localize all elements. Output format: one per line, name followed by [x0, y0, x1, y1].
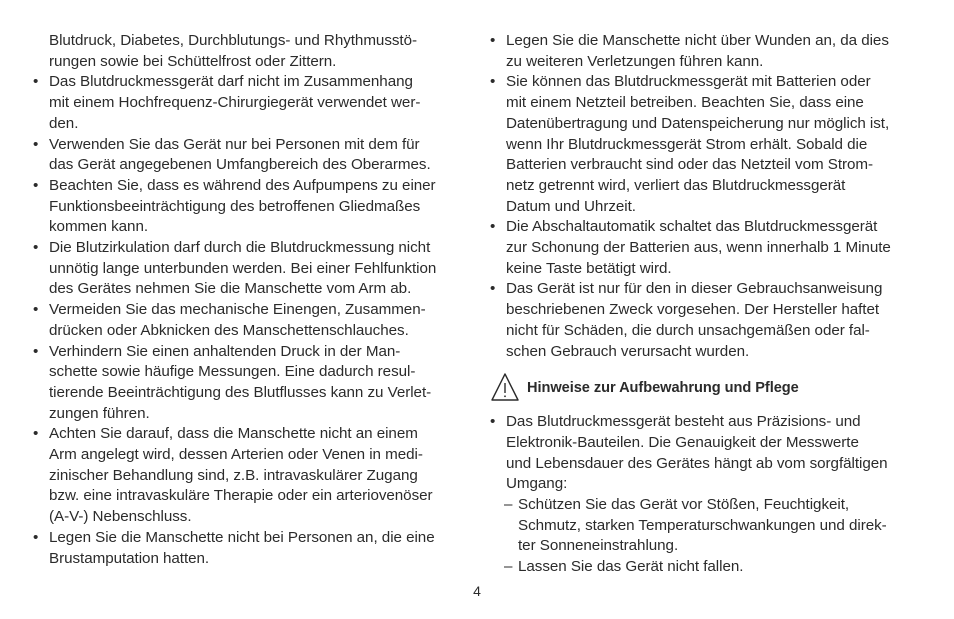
text-line: Verwenden Sie das Gerät nur bei Personen mit dem für [49, 135, 420, 153]
text-line: Schützen Sie das Gerät vor Stößen, Feuchtigkeit, [518, 496, 850, 514]
text-line: Funktionsbeeinträchtigung des betroffenen Gliedmaßes [49, 197, 421, 215]
text-line: Brustamputation hatten. [49, 549, 210, 567]
text-line: Legen Sie die Manschette nicht bei Personen an, die eine [49, 528, 435, 546]
bullet-list-item [33, 342, 463, 425]
dash-list-item [490, 557, 920, 578]
bullet-list-item [490, 72, 920, 217]
bullet-marker: • [490, 73, 496, 91]
text-line: Legen Sie die Manschette nicht über Wunden an, da dies [506, 32, 889, 49]
bullet-marker: • [490, 413, 496, 431]
continued-paragraph [33, 31, 463, 72]
text-line: schen Gebrauch verursacht wurden. [506, 342, 750, 360]
bullet-marker: • [33, 528, 39, 546]
bullet-marker: • [33, 342, 39, 360]
text-line: kommen kann. [49, 218, 149, 236]
bullet-list-item [490, 31, 920, 72]
text-line: Blutdruck, Diabetes, Durchblutungs- und Rhythmusstö- [49, 32, 417, 49]
text-line: zungen führen. [49, 404, 150, 422]
bullet-list-item [33, 424, 463, 528]
text-line: und Lebensdauer des Gerätes hängt ab vom sorgfältigen [506, 454, 888, 472]
text-line: zu weiteren Verletzungen führen kann. [506, 52, 764, 70]
text-line: zinischer Behandlung sind, z.B. intravaskulärer Zugang [49, 466, 418, 484]
bullet-list-item [33, 528, 463, 569]
text-line: mit einem Netzteil betreiben. Beachten Sie, dass eine [506, 94, 864, 112]
text-line: nicht für Schäden, die durch unsachgemäßen oder fal- [506, 321, 870, 339]
bullet-marker: • [33, 73, 39, 91]
bullet-marker: • [33, 176, 39, 194]
bullet-marker: • [33, 301, 39, 319]
bullet-marker: • [33, 425, 39, 443]
text-line: Umgang: [506, 475, 568, 493]
text-line: das Gerät angegebenen Umfangbereich des Oberarmes. [49, 156, 431, 174]
text-line: ter Sonneneinstrahlung. [518, 537, 679, 555]
bullet-list-item [33, 135, 463, 176]
text-line: Schmutz, starken Temperaturschwankungen und direk- [518, 516, 887, 534]
text-line: Verhindern Sie einen anhaltenden Druck in der Man- [49, 342, 401, 360]
text-line: zur Schonung der Batterien aus, wenn innerhalb 1 Minute [506, 239, 891, 257]
text-line: netz getrennt wird, verliert das Blutdruckmessgerät [506, 176, 846, 194]
bullet-list-item [33, 72, 463, 134]
dash-marker: – [504, 558, 513, 576]
warning-triangle-icon [490, 372, 520, 402]
text-line: Das Blutdruckmessgerät darf nicht im Zusammenhang [49, 73, 413, 91]
bullet-list-item [33, 300, 463, 341]
text-line: Sie können das Blutdruckmessgerät mit Batterien oder [506, 73, 871, 91]
text-line: Lassen Sie das Gerät nicht fallen. [518, 558, 744, 576]
text-line: rungen sowie bei Schüttelfrost oder Zittern. [49, 52, 337, 70]
text-line: Achten Sie darauf, dass die Manschette nicht an einem [49, 425, 418, 443]
bullet-list-item [33, 238, 463, 300]
text-line: Datum und Uhrzeit. [506, 197, 636, 215]
section-heading [490, 372, 920, 406]
dash-marker: – [504, 496, 513, 514]
text-line: (A-V-) Nebenschluss. [49, 508, 192, 526]
right-column [490, 31, 920, 578]
bullet-marker: • [490, 32, 496, 49]
section-heading-text: Hinweise zur Aufbewahrung und Pflege [527, 380, 799, 397]
text-line: den. [49, 114, 79, 132]
text-line: Beachten Sie, dass es während des Aufpumpens zu einer [49, 176, 436, 194]
text-line: des Gerätes nehmen Sie die Manschette vom Arm ab. [49, 280, 412, 298]
bullet-list-item [490, 217, 920, 279]
text-line: drücken oder Abknicken des Manschettenschlauches. [49, 321, 409, 339]
dash-list-item [490, 495, 920, 557]
text-line: unnötig lange unterbunden werden. Bei einer Fehlfunktion [49, 259, 437, 277]
text-line: Elektronik-Bauteilen. Die Genauigkeit der Messwerte [506, 433, 859, 451]
text-line: Das Gerät ist nur für den in dieser Gebrauchsanweisung [506, 280, 883, 298]
left-column [33, 31, 463, 569]
page-number: 4 [473, 583, 481, 599]
bullet-marker: • [490, 280, 496, 298]
text-line: Arm angelegt wird, dessen Arterien oder Venen in medi- [49, 446, 423, 464]
text-line: Das Blutdruckmessgerät besteht aus Präzisions- und [506, 413, 861, 431]
text-line: schette sowie häufige Messungen. Eine dadurch resul- [49, 363, 416, 381]
text-line: Vermeiden Sie das mechanische Einengen, Zusammen- [49, 301, 426, 319]
text-line: Die Blutzirkulation darf durch die Blutdruckmessung nicht [49, 239, 431, 257]
text-line: Batterien verbraucht sind oder das Netzteil vom Strom- [506, 156, 874, 174]
text-line: bzw. eine intravaskuläre Therapie oder ein arteriovenöser [49, 487, 433, 505]
bullet-marker: • [33, 239, 39, 257]
text-line: keine Taste betätigt wird. [506, 259, 672, 277]
text-line: tierende Beeinträchtigung des Blutflusses kann zu Verlet- [49, 383, 432, 401]
bullet-list-item [490, 279, 920, 362]
bullet-marker: • [33, 135, 39, 153]
bullet-list-item [33, 176, 463, 238]
bullet-list-item [490, 412, 920, 495]
text-line: wenn Ihr Blutdruckmessgerät Strom erhält. Sobald die [506, 135, 868, 153]
bullet-marker: • [490, 218, 496, 236]
text-line: Die Abschaltautomatik schaltet das Blutdruckmessgerät [506, 218, 878, 236]
text-line: Datenübertragung und Datenspeicherung nur möglich ist, [506, 114, 890, 132]
text-line: mit einem Hochfrequenz-Chirurgiegerät verwendet wer- [49, 94, 421, 112]
text-line: beschriebenen Zweck vorgesehen. Der Hersteller haftet [506, 301, 880, 319]
